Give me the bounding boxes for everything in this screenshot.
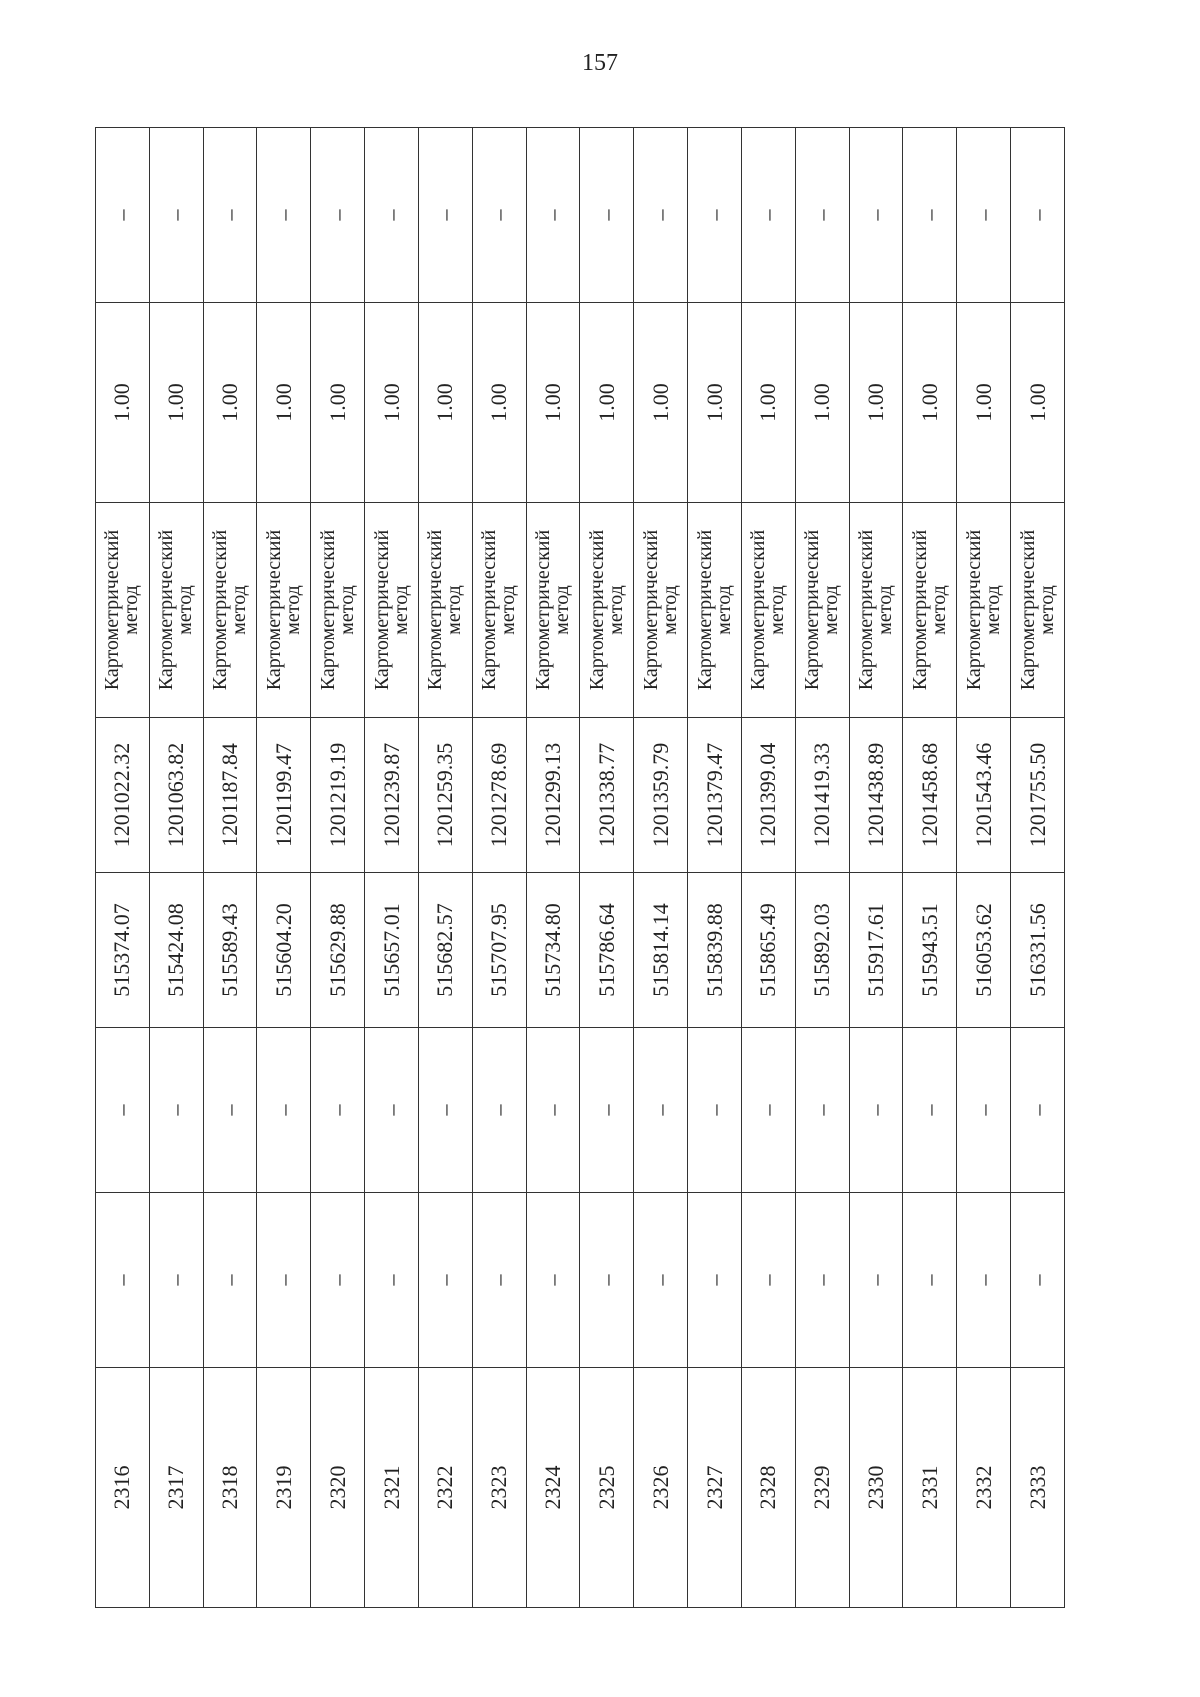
method-cell: Картометрический метод bbox=[96, 503, 150, 718]
y-coordinate-cell: 1201259.35 bbox=[418, 718, 472, 873]
point-number-cell: 2331 bbox=[903, 1368, 957, 1608]
y-coordinate-cell: 1201379.47 bbox=[688, 718, 742, 873]
y-coordinate-cell: 1201299.13 bbox=[526, 718, 580, 873]
y-coordinate-cell: 1201063.82 bbox=[149, 718, 203, 873]
empty-dash-cell: – bbox=[634, 1193, 688, 1368]
accuracy-cell: 1.00 bbox=[526, 303, 580, 503]
empty-dash-cell: – bbox=[472, 1193, 526, 1368]
empty-dash-cell: – bbox=[903, 128, 957, 303]
point-number-cell: 2319 bbox=[257, 1368, 311, 1608]
empty-dash-cell: – bbox=[957, 1028, 1011, 1193]
accuracy-cell: 1.00 bbox=[365, 303, 419, 503]
empty-dash-cell: – bbox=[1011, 1028, 1065, 1193]
point-number-cell: 2330 bbox=[849, 1368, 903, 1608]
x-coordinate-cell: 515657.01 bbox=[365, 873, 419, 1028]
method-cell: Картометрический метод bbox=[149, 503, 203, 718]
x-coordinate-cell: 515424.08 bbox=[149, 873, 203, 1028]
accuracy-cell: 1.00 bbox=[634, 303, 688, 503]
empty-dash-cell: – bbox=[957, 128, 1011, 303]
empty-dash-cell: – bbox=[849, 1193, 903, 1368]
empty-dash-cell: – bbox=[1011, 1193, 1065, 1368]
empty-dash-cell: – bbox=[580, 1028, 634, 1193]
table-row bbox=[580, 128, 634, 1608]
empty-dash-cell: – bbox=[634, 128, 688, 303]
empty-dash-cell: – bbox=[741, 1028, 795, 1193]
accuracy-cell: 1.00 bbox=[418, 303, 472, 503]
method-cell: Картометрический метод bbox=[741, 503, 795, 718]
empty-dash-cell: – bbox=[149, 128, 203, 303]
x-coordinate-cell: 515865.49 bbox=[741, 873, 795, 1028]
page-number: 157 bbox=[582, 50, 618, 76]
empty-dash-cell: – bbox=[903, 1028, 957, 1193]
x-coordinate-cell: 515707.95 bbox=[472, 873, 526, 1028]
empty-dash-cell: – bbox=[149, 1028, 203, 1193]
empty-dash-cell: – bbox=[365, 1193, 419, 1368]
method-cell: Картометрический метод bbox=[203, 503, 257, 718]
method-cell: Картометрический метод bbox=[795, 503, 849, 718]
empty-dash-cell: – bbox=[688, 1193, 742, 1368]
empty-dash-cell: – bbox=[365, 1028, 419, 1193]
method-cell: Картометрический метод bbox=[526, 503, 580, 718]
empty-dash-cell: – bbox=[96, 128, 150, 303]
empty-dash-cell: – bbox=[903, 1193, 957, 1368]
empty-dash-cell: – bbox=[418, 1028, 472, 1193]
empty-dash-cell: – bbox=[257, 1193, 311, 1368]
method-cell: Картометрический метод bbox=[365, 503, 419, 718]
point-number-cell: 2318 bbox=[203, 1368, 257, 1608]
y-coordinate-cell: 1201022.32 bbox=[96, 718, 150, 873]
accuracy-cell: 1.00 bbox=[311, 303, 365, 503]
x-coordinate-cell: 515604.20 bbox=[257, 873, 311, 1028]
x-coordinate-cell: 516053.62 bbox=[957, 873, 1011, 1028]
x-coordinate-cell: 515786.64 bbox=[580, 873, 634, 1028]
empty-dash-cell: – bbox=[741, 128, 795, 303]
empty-dash-cell: – bbox=[849, 1028, 903, 1193]
method-cell: Картометрический метод bbox=[849, 503, 903, 718]
y-coordinate-cell: 1201187.84 bbox=[203, 718, 257, 873]
method-cell: Картометрический метод bbox=[418, 503, 472, 718]
empty-dash-cell: – bbox=[418, 1193, 472, 1368]
empty-dash-cell: – bbox=[149, 1193, 203, 1368]
method-cell: Картометрический метод bbox=[257, 503, 311, 718]
point-number-cell: 2329 bbox=[795, 1368, 849, 1608]
y-coordinate-cell: 1201338.77 bbox=[580, 718, 634, 873]
accuracy-cell: 1.00 bbox=[957, 303, 1011, 503]
y-coordinate-cell: 1201755.50 bbox=[1011, 718, 1065, 873]
empty-dash-cell: – bbox=[526, 1028, 580, 1193]
empty-dash-cell: – bbox=[580, 128, 634, 303]
x-coordinate-cell: 515839.88 bbox=[688, 873, 742, 1028]
x-coordinate-cell: 515589.43 bbox=[203, 873, 257, 1028]
accuracy-cell: 1.00 bbox=[257, 303, 311, 503]
accuracy-cell: 1.00 bbox=[795, 303, 849, 503]
table-row bbox=[634, 128, 688, 1608]
empty-dash-cell: – bbox=[795, 1193, 849, 1368]
coordinates-table bbox=[95, 127, 1065, 1608]
empty-dash-cell: – bbox=[688, 1028, 742, 1193]
table-row bbox=[472, 128, 526, 1608]
empty-dash-cell: – bbox=[957, 1193, 1011, 1368]
empty-dash-cell: – bbox=[741, 1193, 795, 1368]
point-number-cell: 2316 bbox=[96, 1368, 150, 1608]
empty-dash-cell: – bbox=[472, 1028, 526, 1193]
table-row bbox=[957, 128, 1011, 1608]
point-number-cell: 2325 bbox=[580, 1368, 634, 1608]
point-number-cell: 2321 bbox=[365, 1368, 419, 1608]
empty-dash-cell: – bbox=[472, 128, 526, 303]
y-coordinate-cell: 1201278.69 bbox=[472, 718, 526, 873]
method-cell: Картометрический метод bbox=[688, 503, 742, 718]
table-row bbox=[149, 128, 203, 1608]
empty-dash-cell: – bbox=[795, 1028, 849, 1193]
method-cell: Картометрический метод bbox=[311, 503, 365, 718]
point-number-cell: 2333 bbox=[1011, 1368, 1065, 1608]
empty-dash-cell: – bbox=[634, 1028, 688, 1193]
accuracy-cell: 1.00 bbox=[849, 303, 903, 503]
empty-dash-cell: – bbox=[580, 1193, 634, 1368]
x-coordinate-cell: 515892.03 bbox=[795, 873, 849, 1028]
accuracy-cell: 1.00 bbox=[741, 303, 795, 503]
empty-dash-cell: – bbox=[311, 128, 365, 303]
accuracy-cell: 1.00 bbox=[149, 303, 203, 503]
point-number-cell: 2326 bbox=[634, 1368, 688, 1608]
empty-dash-cell: – bbox=[311, 1193, 365, 1368]
coordinates-table-wrapper bbox=[95, 128, 1065, 1608]
method-cell: Картометрический метод bbox=[580, 503, 634, 718]
x-coordinate-cell: 515682.57 bbox=[418, 873, 472, 1028]
method-cell: Картометрический метод bbox=[1011, 503, 1065, 718]
table-row bbox=[203, 128, 257, 1608]
table-row bbox=[795, 128, 849, 1608]
x-coordinate-cell: 515374.07 bbox=[96, 873, 150, 1028]
method-cell: Картометрический метод bbox=[634, 503, 688, 718]
table-row bbox=[418, 128, 472, 1608]
empty-dash-cell: – bbox=[203, 128, 257, 303]
table-row bbox=[688, 128, 742, 1608]
point-number-cell: 2320 bbox=[311, 1368, 365, 1608]
empty-dash-cell: – bbox=[203, 1193, 257, 1368]
x-coordinate-cell: 515917.61 bbox=[849, 873, 903, 1028]
point-number-cell: 2324 bbox=[526, 1368, 580, 1608]
empty-dash-cell: – bbox=[365, 128, 419, 303]
table-row bbox=[1011, 128, 1065, 1608]
empty-dash-cell: – bbox=[849, 128, 903, 303]
accuracy-cell: 1.00 bbox=[203, 303, 257, 503]
x-coordinate-cell: 515734.80 bbox=[526, 873, 580, 1028]
table-row bbox=[96, 128, 150, 1608]
table-body bbox=[96, 128, 1065, 1608]
point-number-cell: 2328 bbox=[741, 1368, 795, 1608]
empty-dash-cell: – bbox=[96, 1193, 150, 1368]
method-cell: Картометрический метод bbox=[472, 503, 526, 718]
point-number-cell: 2322 bbox=[418, 1368, 472, 1608]
empty-dash-cell: – bbox=[203, 1028, 257, 1193]
empty-dash-cell: – bbox=[418, 128, 472, 303]
table-row bbox=[849, 128, 903, 1608]
accuracy-cell: 1.00 bbox=[903, 303, 957, 503]
empty-dash-cell: – bbox=[311, 1028, 365, 1193]
y-coordinate-cell: 1201359.79 bbox=[634, 718, 688, 873]
x-coordinate-cell: 515629.88 bbox=[311, 873, 365, 1028]
accuracy-cell: 1.00 bbox=[688, 303, 742, 503]
empty-dash-cell: – bbox=[96, 1028, 150, 1193]
table-row bbox=[903, 128, 957, 1608]
y-coordinate-cell: 1201239.87 bbox=[365, 718, 419, 873]
y-coordinate-cell: 1201438.89 bbox=[849, 718, 903, 873]
table-row bbox=[526, 128, 580, 1608]
y-coordinate-cell: 1201219.19 bbox=[311, 718, 365, 873]
empty-dash-cell: – bbox=[688, 128, 742, 303]
empty-dash-cell: – bbox=[526, 128, 580, 303]
y-coordinate-cell: 1201399.04 bbox=[741, 718, 795, 873]
point-number-cell: 2323 bbox=[472, 1368, 526, 1608]
table-row bbox=[741, 128, 795, 1608]
point-number-cell: 2332 bbox=[957, 1368, 1011, 1608]
point-number-cell: 2317 bbox=[149, 1368, 203, 1608]
method-cell: Картометрический метод bbox=[903, 503, 957, 718]
accuracy-cell: 1.00 bbox=[1011, 303, 1065, 503]
accuracy-cell: 1.00 bbox=[580, 303, 634, 503]
x-coordinate-cell: 515814.14 bbox=[634, 873, 688, 1028]
table-row bbox=[257, 128, 311, 1608]
empty-dash-cell: – bbox=[257, 1028, 311, 1193]
y-coordinate-cell: 1201419.33 bbox=[795, 718, 849, 873]
accuracy-cell: 1.00 bbox=[472, 303, 526, 503]
empty-dash-cell: – bbox=[795, 128, 849, 303]
empty-dash-cell: – bbox=[526, 1193, 580, 1368]
table-row bbox=[311, 128, 365, 1608]
x-coordinate-cell: 516331.56 bbox=[1011, 873, 1065, 1028]
empty-dash-cell: – bbox=[1011, 128, 1065, 303]
accuracy-cell: 1.00 bbox=[96, 303, 150, 503]
empty-dash-cell: – bbox=[257, 128, 311, 303]
table-row bbox=[365, 128, 419, 1608]
y-coordinate-cell: 1201199.47 bbox=[257, 718, 311, 873]
y-coordinate-cell: 1201458.68 bbox=[903, 718, 957, 873]
method-cell: Картометрический метод bbox=[957, 503, 1011, 718]
point-number-cell: 2327 bbox=[688, 1368, 742, 1608]
x-coordinate-cell: 515943.51 bbox=[903, 873, 957, 1028]
y-coordinate-cell: 1201543.46 bbox=[957, 718, 1011, 873]
